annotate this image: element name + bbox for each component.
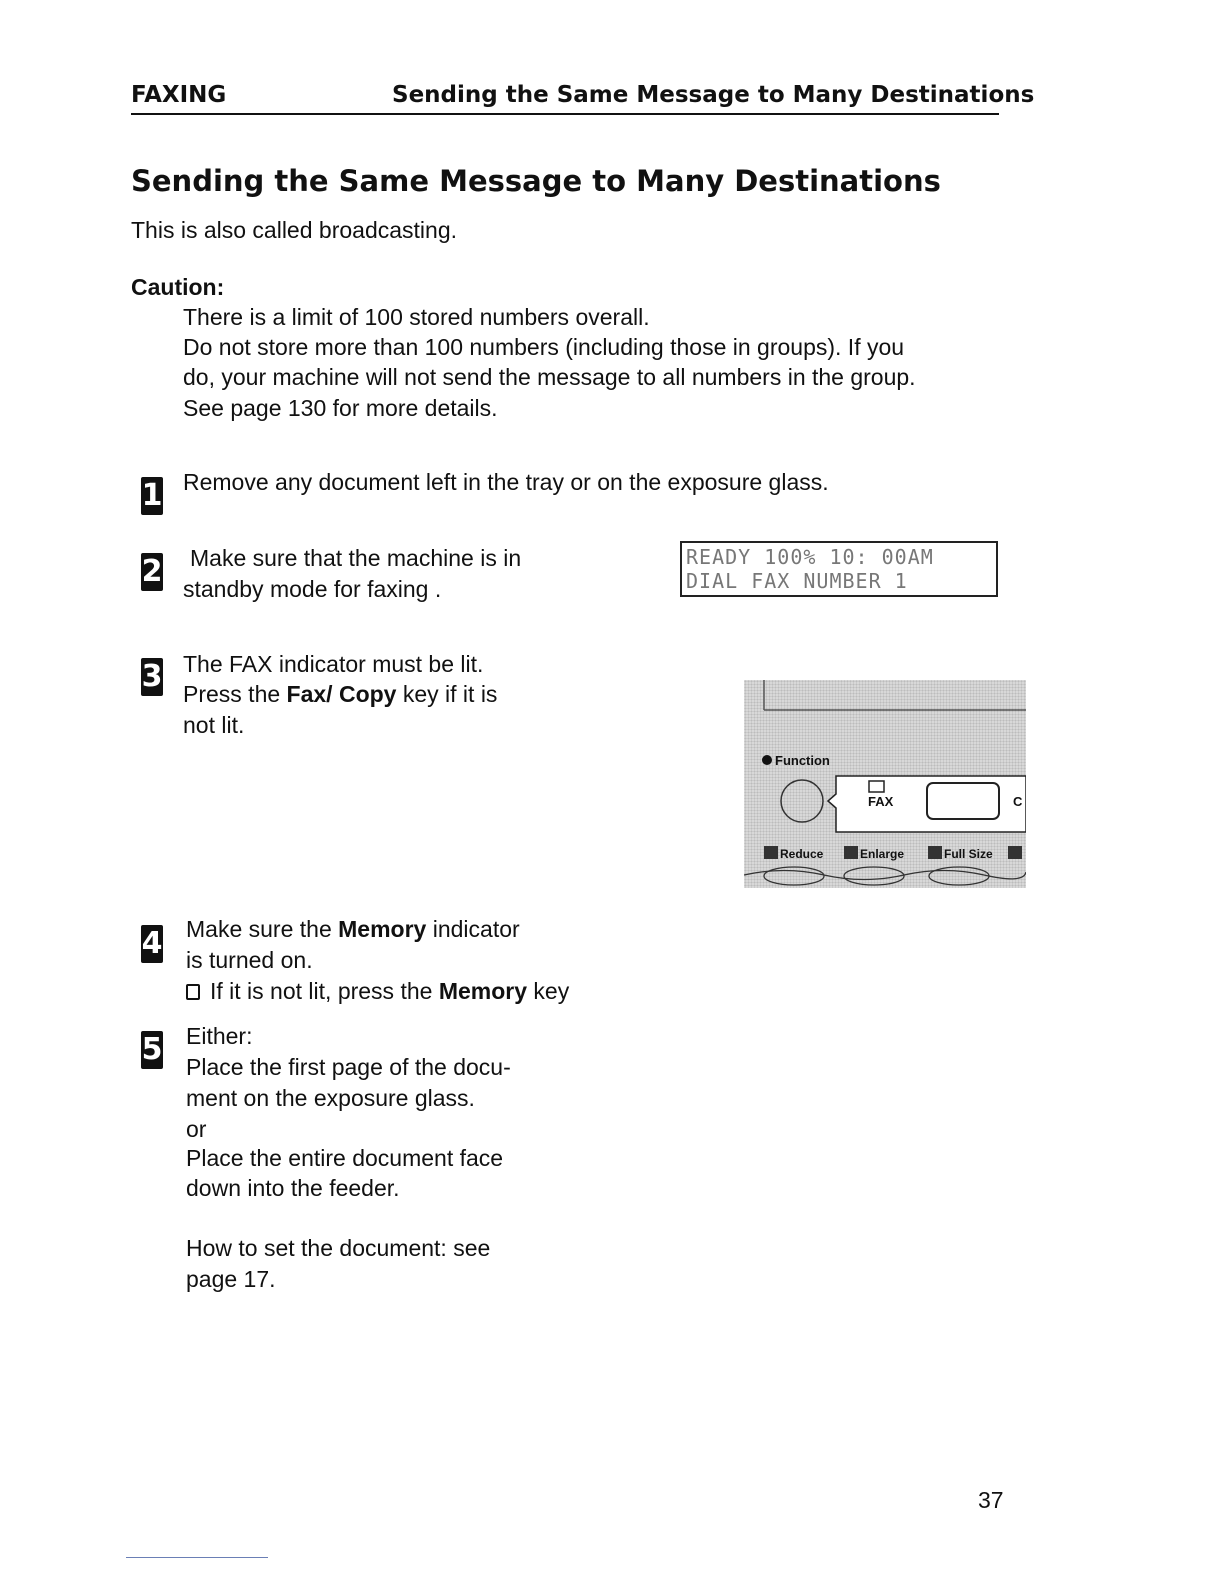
page-number: 37 (978, 1487, 1004, 1513)
fax-copy-key-name: Fax/ Copy (286, 681, 397, 707)
enlarge-icon (844, 846, 858, 859)
header-section: FAXING (131, 82, 227, 108)
reduce-label: Reduce (780, 847, 824, 861)
fax-label: FAX (868, 794, 894, 809)
step-5-note: How to set the document: see (186, 1235, 491, 1261)
caution-line: See page 130 for more details. (183, 395, 498, 421)
step-2-line: standby mode for faxing . (183, 576, 442, 602)
step-1-badge: 1 (141, 478, 163, 513)
lcd-line-1: READY 100% 10: 00AM (686, 545, 934, 569)
step-5-line: ment on the exposure glass. (186, 1085, 475, 1111)
caution-label: Caution: (131, 274, 225, 300)
step-5-line: Place the entire document face (186, 1145, 504, 1171)
function-label: Function (775, 753, 830, 768)
step-3-badge: 3 (141, 659, 163, 694)
intro-text: This is also called broadcasting. (131, 217, 457, 243)
memory-key-name: Memory (338, 916, 427, 942)
lcd-line-2: DIAL FAX NUMBER 1 (686, 569, 908, 593)
step-2-badge: 2 (141, 554, 163, 589)
memory-key-name: Memory (438, 978, 528, 1004)
step-3-line: Press the Fax/ Copy key if it is (183, 681, 498, 707)
full-size-icon (928, 846, 942, 859)
fax-copy-key[interactable] (927, 783, 999, 819)
checkbox-icon (186, 984, 200, 1000)
page-title: Sending the Same Message to Many Destinations (131, 164, 941, 198)
reduce-icon (764, 846, 778, 859)
function-indicator-icon (762, 755, 772, 765)
enlarge-key-button[interactable] (844, 867, 904, 885)
step-5-line: down into the feeder. (186, 1175, 400, 1201)
step-4-subitem: If it is not lit, press the Memory key (186, 976, 569, 1007)
step-5-line: or (186, 1116, 207, 1142)
header-rule (131, 113, 999, 115)
step-3-line: The FAX indicator must be lit. (183, 651, 484, 677)
step-4-line: Make sure the Memory indicator (186, 916, 520, 942)
step-3-line: not lit. (183, 712, 245, 738)
step-4-line: is turned on. (186, 947, 313, 973)
step-1-text: Remove any document left in the tray or on the exposure glass. (183, 469, 829, 495)
lcd-display (680, 541, 998, 597)
enlarge-label: Enlarge (860, 847, 905, 861)
step-4-badge: 4 (141, 926, 163, 961)
step-5-badge: 5 (141, 1032, 163, 1067)
caution-line: Do not store more than 100 numbers (including those in groups). If you (183, 334, 905, 360)
footer-rule (126, 1557, 268, 1558)
step-5-note: page 17. (186, 1266, 276, 1292)
full-size-label: Full Size (944, 847, 993, 861)
step-5-line: Either: (186, 1023, 253, 1049)
reduce-key-button[interactable] (764, 867, 824, 885)
header-topic: Sending the Same Message to Many Destinations (392, 82, 1035, 108)
function-key-button[interactable] (781, 780, 823, 822)
key-c-label: C (1013, 794, 1023, 809)
step-2-line: Make sure that the machine is in (190, 545, 522, 571)
caution-line: do, your machine will not send the message to all numbers in the group. (183, 364, 916, 390)
control-panel-svg (744, 680, 1026, 888)
extra-key-icon (1008, 846, 1022, 859)
full-size-key-button[interactable] (929, 867, 989, 885)
caution-line: There is a limit of 100 stored numbers overall. (183, 304, 650, 330)
step-5-line: Place the first page of the docu- (186, 1054, 511, 1080)
control-panel-illustration (744, 680, 1026, 888)
